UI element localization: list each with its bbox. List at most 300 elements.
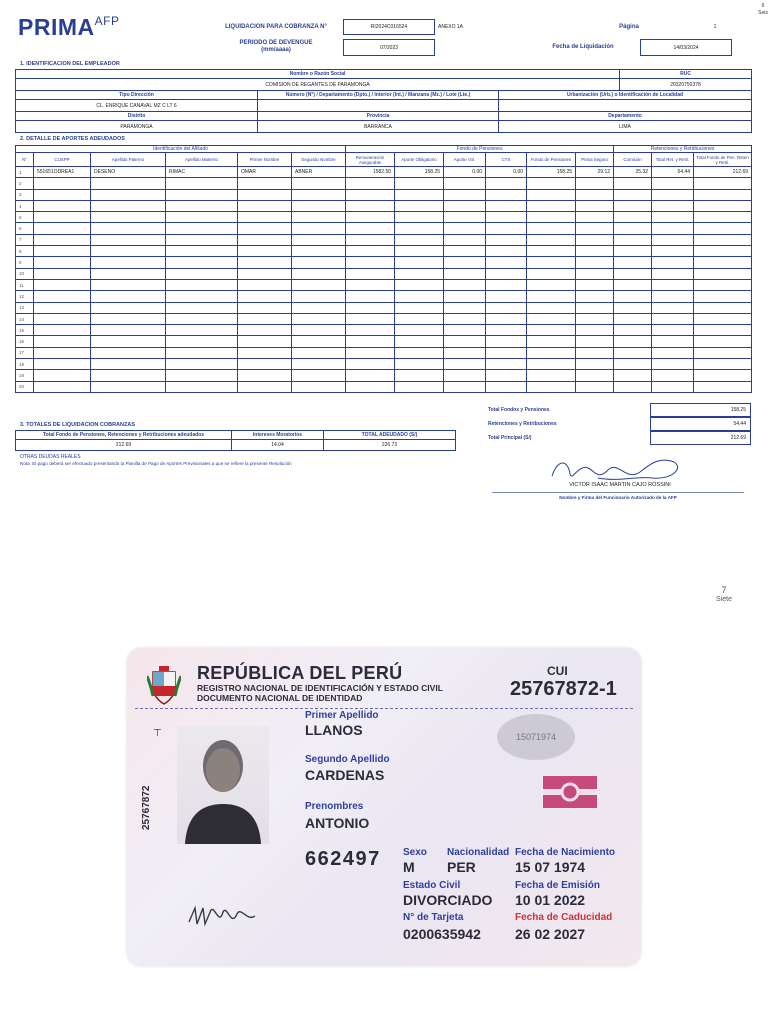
dni-ghost-watermark: 15071974: [497, 714, 575, 760]
table-cell: [486, 359, 527, 370]
table-cell: [694, 200, 752, 211]
table-cell: [527, 302, 576, 313]
totales-col2-header: Intereses Moratorios: [232, 431, 324, 440]
coat-of-arms-icon: [147, 666, 181, 706]
table-cell: [91, 370, 166, 381]
table-cell: [486, 279, 527, 290]
table-cell: [576, 381, 614, 392]
table-cell: [292, 359, 346, 370]
table-cell: [91, 347, 166, 358]
table-cell: [395, 178, 444, 189]
table-cell: [91, 212, 166, 223]
table-cell: [166, 257, 238, 268]
numero-header: Número (N°) / Departamento (Dpto.) / Interior (Int.) / Manzana (Mz.) / Lote (Lte.): [258, 91, 499, 100]
table-cell: [166, 336, 238, 347]
aportes-col-header: Fondo de Pensiones: [527, 153, 576, 167]
table-cell: [238, 234, 292, 245]
table-cell: [486, 234, 527, 245]
table-cell: [346, 325, 395, 336]
aportes-col-header: CTS: [486, 153, 527, 167]
table-cell: [576, 246, 614, 257]
table-cell: [576, 279, 614, 290]
table-cell: [486, 313, 527, 324]
table-cell: [652, 279, 694, 290]
section-totales-title: 3. TOTALES DE LIQUIDACION COBRANZAS: [20, 422, 135, 428]
table-cell: [395, 325, 444, 336]
table-cell: [34, 370, 91, 381]
table-cell: [444, 268, 486, 279]
table-cell: [652, 268, 694, 279]
table-cell: [238, 291, 292, 302]
table-cell: 19: [16, 370, 34, 381]
table-cell: [346, 189, 395, 200]
group-afiliado-header: Identificación del Afiliado: [16, 146, 346, 153]
table-cell: [292, 268, 346, 279]
page-number-2-word: Siete: [716, 596, 732, 603]
table-cell: 1582.50: [346, 167, 395, 178]
table-row: [16, 359, 752, 370]
table-cell: [91, 223, 166, 234]
table-cell: [576, 178, 614, 189]
table-cell: [576, 325, 614, 336]
table-cell: [444, 359, 486, 370]
table-cell: [166, 268, 238, 279]
table-cell: [292, 246, 346, 257]
logo-name: PRIMA: [18, 14, 95, 40]
table-cell: [166, 246, 238, 257]
ruc-value: 20320750378: [620, 79, 752, 91]
table-cell: 15: [16, 325, 34, 336]
table-cell: [694, 313, 752, 324]
table-cell: [292, 381, 346, 392]
primer-apellido-value: LLANOS: [305, 722, 363, 738]
table-cell: [694, 359, 752, 370]
table-cell: [238, 246, 292, 257]
table-row: [16, 291, 752, 302]
table-cell: [694, 302, 752, 313]
table-cell: [576, 347, 614, 358]
table-cell: [652, 246, 694, 257]
table-cell: [444, 223, 486, 234]
prenombres-value: ANTONIO: [305, 815, 370, 831]
prenombres-label: Prenombres: [305, 801, 364, 812]
table-cell: [34, 234, 91, 245]
table-cell: [527, 291, 576, 302]
anexo-label: ANEXO 1A: [438, 24, 464, 30]
table-cell: 0.00: [486, 167, 527, 178]
table-row: [16, 167, 752, 178]
totales-col3-value: 226.73: [324, 440, 456, 451]
table-cell: [486, 268, 527, 279]
table-cell: [34, 246, 91, 257]
table-cell: 29.12: [576, 167, 614, 178]
table-cell: [444, 257, 486, 268]
table-cell: [486, 291, 527, 302]
nacionalidad-label: Nacionalidad: [447, 847, 510, 858]
table-cell: [652, 291, 694, 302]
table-cell: 14: [16, 313, 34, 324]
table-cell: [292, 370, 346, 381]
group-retenciones-header: Retenciones y Retribuciones: [614, 146, 752, 153]
table-cell: [444, 279, 486, 290]
table-cell: [652, 189, 694, 200]
dni-cui-value: 25767872-1: [510, 678, 617, 700]
numero-value: [258, 100, 499, 112]
table-cell: [346, 279, 395, 290]
aportes-col-header: Aporte Obligatorio: [395, 153, 444, 167]
table-row: [16, 200, 752, 211]
table-cell: [614, 381, 652, 392]
table-cell: [346, 347, 395, 358]
table-cell: [346, 336, 395, 347]
table-row: [16, 189, 752, 200]
table-row: [16, 336, 752, 347]
table-cell: [346, 234, 395, 245]
table-cell: [652, 178, 694, 189]
table-cell: [527, 279, 576, 290]
aportes-col-header: Remuneración Asegurable: [346, 153, 395, 167]
table-row: [16, 325, 752, 336]
table-cell: 7: [16, 234, 34, 245]
table-cell: [576, 291, 614, 302]
table-cell: [694, 279, 752, 290]
page-number-2-digit: 7: [721, 585, 727, 595]
provincia-header: Provincia: [258, 112, 499, 121]
table-cell: [166, 302, 238, 313]
table-cell: [166, 291, 238, 302]
table-cell: [694, 178, 752, 189]
table-cell: [576, 302, 614, 313]
table-cell: [527, 313, 576, 324]
table-cell: [694, 325, 752, 336]
dni-country: REPÚBLICA DEL PERÚ: [197, 663, 403, 683]
pagina-value: 1: [713, 24, 717, 30]
group-fondo-header: Fondo de Pensiones: [346, 146, 614, 153]
nacimiento-value: 15 07 1974: [515, 859, 586, 875]
table-cell: [444, 381, 486, 392]
table-cell: [527, 370, 576, 381]
table-cell: [292, 234, 346, 245]
signature-line: [492, 492, 744, 493]
table-cell: 6: [16, 223, 34, 234]
table-cell: OMAR: [238, 167, 292, 178]
totales-col1-value: 212.69: [16, 440, 232, 451]
page-number-digit: 6: [761, 3, 765, 9]
aportes-col-header: Aporte Vol.: [444, 153, 486, 167]
signatory-caption: Nombre y Firma del Funcionario Autorizado de la AFP: [559, 495, 677, 500]
table-cell: [652, 200, 694, 211]
table-cell: [652, 370, 694, 381]
dni-vertical-number: 25767872: [141, 785, 152, 830]
table-cell: 13: [16, 302, 34, 313]
table-cell: [346, 313, 395, 324]
table-cell: [238, 302, 292, 313]
tipo-direccion-header: Tipo Dirección: [16, 91, 258, 100]
table-row: [16, 268, 752, 279]
table-row: [16, 347, 752, 358]
fecha-liquidacion-value: 14/03/2024: [640, 39, 732, 56]
direccion-value: CL. ENRIQUE CANAVAL MZ C LT 6: [16, 100, 258, 112]
totales-col3-header: TOTAL ADEUDADO (S/): [324, 431, 456, 440]
table-cell: [238, 381, 292, 392]
table-cell: [614, 279, 652, 290]
departamento-value: LIMA: [499, 121, 752, 133]
table-cell: [34, 381, 91, 392]
retenciones-label: Retenciones y Retribuciones: [488, 421, 557, 427]
table-cell: [486, 347, 527, 358]
table-cell: [395, 212, 444, 223]
table-cell: [166, 359, 238, 370]
aportes-col-header: Prima Seguro: [576, 153, 614, 167]
table-cell: [527, 347, 576, 358]
table-cell: [527, 325, 576, 336]
table-cell: [614, 325, 652, 336]
table-cell: [34, 189, 91, 200]
caducidad-value: 26 02 2027: [515, 926, 586, 942]
table-cell: [346, 291, 395, 302]
table-cell: [395, 257, 444, 268]
table-row: [16, 257, 752, 268]
table-cell: [614, 246, 652, 257]
retenciones-value: 54.44: [650, 417, 751, 431]
table-cell: [614, 291, 652, 302]
table-cell: [166, 212, 238, 223]
table-cell: [91, 257, 166, 268]
table-cell: [166, 347, 238, 358]
table-cell: [694, 347, 752, 358]
table-row: [16, 302, 752, 313]
table-cell: [166, 279, 238, 290]
razon-social-value: COMISION DE REGANTES DE PARAMONGA: [16, 79, 620, 91]
table-cell: [694, 257, 752, 268]
table-cell: [34, 347, 91, 358]
provincia-value: BARRANCA: [258, 121, 499, 133]
periodo-value: 07/2023: [343, 39, 435, 56]
table-cell: [238, 359, 292, 370]
table-cell: [527, 359, 576, 370]
table-cell: [166, 234, 238, 245]
table-cell: [91, 313, 166, 324]
table-cell: [576, 359, 614, 370]
table-cell: [34, 200, 91, 211]
table-cell: 17: [16, 347, 34, 358]
aportes-col-header: Total Fondo de Pen. Reten y Retri.: [694, 153, 752, 167]
table-cell: [238, 336, 292, 347]
aportes-col-header: Apellido Paterno: [91, 153, 166, 167]
table-cell: 1: [16, 167, 34, 178]
page-number-word: Seis: [758, 10, 768, 16]
table-cell: 3: [16, 189, 34, 200]
table-cell: [34, 291, 91, 302]
table-cell: [444, 291, 486, 302]
table-cell: [91, 359, 166, 370]
table-cell: [34, 178, 91, 189]
table-cell: [91, 302, 166, 313]
table-cell: 9: [16, 257, 34, 268]
table-cell: [652, 347, 694, 358]
table-cell: [91, 336, 166, 347]
table-cell: [292, 223, 346, 234]
total-principal-value: 212.69: [650, 431, 751, 445]
tarjeta-label: N° de Tarjeta: [403, 912, 464, 923]
table-cell: [614, 234, 652, 245]
table-cell: [527, 178, 576, 189]
table-cell: [395, 200, 444, 211]
table-cell: [576, 234, 614, 245]
table-cell: [576, 223, 614, 234]
periodo-label-text: PERIODO DE DEVENGUE: [239, 40, 313, 46]
aportes-col-header: CUSPP: [34, 153, 91, 167]
dni-tick-mark: ⊤: [153, 728, 162, 739]
table-cell: [346, 359, 395, 370]
table-cell: [614, 212, 652, 223]
table-cell: 16: [16, 336, 34, 347]
table-cell: [395, 246, 444, 257]
table-cell: [444, 234, 486, 245]
table-cell: [444, 189, 486, 200]
table-cell: [34, 257, 91, 268]
table-cell: [652, 359, 694, 370]
totales-col1-header: Total Fondo de Pensiones, Retenciones y Retribuciones adeudados: [16, 431, 232, 440]
segundo-apellido-label: Segundo Apellido: [305, 754, 390, 765]
table-cell: [395, 234, 444, 245]
total-fondos-value: 158.25: [650, 403, 751, 417]
table-cell: [91, 178, 166, 189]
dni-header-divider: [135, 708, 633, 709]
table-cell: [238, 370, 292, 381]
otras-deudas-label: OTRAS DEUDAS REALES: [20, 454, 81, 460]
table-cell: [614, 268, 652, 279]
table-cell: [91, 246, 166, 257]
table-cell: [576, 200, 614, 211]
table-cell: [91, 381, 166, 392]
table-cell: [527, 212, 576, 223]
segundo-apellido-value: CARDENAS: [305, 767, 385, 783]
table-cell: 10: [16, 268, 34, 279]
table-cell: [346, 200, 395, 211]
tarjeta-value: 0200635942: [403, 926, 481, 942]
table-cell: 4: [16, 200, 34, 211]
table-cell: [395, 347, 444, 358]
table-cell: [166, 223, 238, 234]
table-cell: [292, 257, 346, 268]
table-cell: [346, 370, 395, 381]
caducidad-label: Fecha de Caducidad: [515, 912, 613, 923]
table-cell: [346, 246, 395, 257]
table-cell: [34, 313, 91, 324]
table-cell: [444, 325, 486, 336]
table-cell: [346, 257, 395, 268]
table-cell: [614, 302, 652, 313]
table-cell: [694, 381, 752, 392]
table-cell: [395, 223, 444, 234]
aportes-col-header: Comisión: [614, 153, 652, 167]
aportes-table: [15, 145, 752, 393]
table-cell: [91, 325, 166, 336]
table-cell: [444, 178, 486, 189]
fecha-liquidacion-label: Fecha de Liquidación: [552, 44, 614, 50]
table-row: [16, 246, 752, 257]
table-cell: 11: [16, 279, 34, 290]
table-cell: [238, 313, 292, 324]
prima-afp-logo: [18, 14, 119, 41]
table-cell: 20: [16, 381, 34, 392]
table-cell: [395, 268, 444, 279]
table-cell: [444, 302, 486, 313]
logo-suffix: AFP: [94, 14, 120, 28]
dni-holder-signature: [187, 902, 259, 932]
table-cell: [444, 336, 486, 347]
nacionalidad-value: PER: [447, 859, 476, 875]
table-cell: [395, 359, 444, 370]
table-cell: [238, 223, 292, 234]
distrito-value: PARAMONGA: [16, 121, 258, 133]
table-cell: [91, 279, 166, 290]
table-cell: [527, 336, 576, 347]
page-number: [748, 3, 768, 17]
table-cell: [527, 257, 576, 268]
table-cell: [292, 291, 346, 302]
departamento-header: Departamento: [499, 112, 752, 121]
table-cell: [486, 257, 527, 268]
total-fondos-label: Total Fondos y Pensiones: [488, 407, 550, 413]
table-cell: [292, 200, 346, 211]
table-cell: [166, 370, 238, 381]
dni-registry-line2: DOCUMENTO NACIONAL DE IDENTIDAD: [197, 693, 363, 703]
table-cell: [91, 200, 166, 211]
table-cell: [395, 336, 444, 347]
distrito-header: Distrito: [16, 112, 258, 121]
table-cell: [238, 200, 292, 211]
table-cell: [346, 381, 395, 392]
table-cell: [292, 212, 346, 223]
table-cell: [395, 302, 444, 313]
periodo-format: (mm/aaaa): [261, 47, 291, 53]
table-cell: [166, 381, 238, 392]
table-cell: [34, 279, 91, 290]
table-cell: [486, 189, 527, 200]
table-cell: [527, 268, 576, 279]
table-cell: [34, 336, 91, 347]
table-cell: [346, 178, 395, 189]
table-cell: [238, 178, 292, 189]
estado-civil-label: Estado Civil: [403, 880, 461, 891]
table-row: [16, 279, 752, 290]
table-cell: [444, 246, 486, 257]
table-cell: [694, 223, 752, 234]
table-cell: [694, 370, 752, 381]
table-cell: [652, 212, 694, 223]
table-cell: 2: [16, 178, 34, 189]
urbanizacion-value: [499, 100, 752, 112]
table-cell: [238, 189, 292, 200]
page-number-2: [712, 586, 736, 604]
table-cell: 5: [16, 212, 34, 223]
table-cell: [166, 200, 238, 211]
table-cell: [652, 257, 694, 268]
table-cell: [614, 257, 652, 268]
table-cell: 54.44: [652, 167, 694, 178]
table-cell: [652, 325, 694, 336]
table-cell: 0.00: [444, 167, 486, 178]
table-cell: [486, 302, 527, 313]
table-cell: 158.25: [527, 167, 576, 178]
table-cell: [395, 313, 444, 324]
table-cell: [238, 212, 292, 223]
table-cell: [395, 189, 444, 200]
table-cell: [652, 234, 694, 245]
aportes-col-header: Primer Nombre: [238, 153, 292, 167]
